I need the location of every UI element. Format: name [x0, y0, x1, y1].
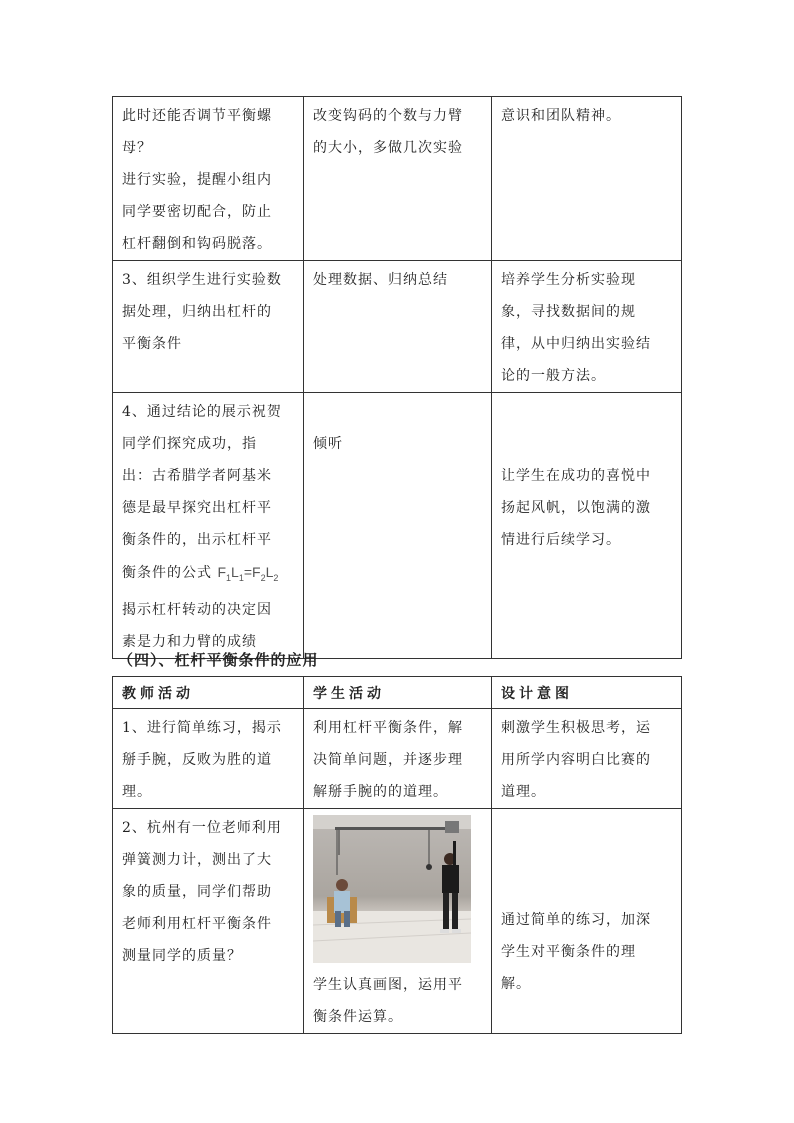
application-table	[112, 676, 682, 1034]
header-design-intent: 设计意图	[492, 677, 682, 709]
student-activity-cell: 倾听	[304, 393, 492, 659]
table-row	[113, 261, 682, 393]
student-activity-cell: 改变钩码的个数与力臂 的大小，多做几次实验	[304, 97, 492, 261]
design-intent-cell: 通过简单的练习，加深 学生对平衡条件的理 解。	[492, 809, 682, 1034]
student-activity-cell: 处理数据、归纳总结	[304, 261, 492, 393]
lever-experiment-photo	[313, 815, 471, 963]
table-header-row	[113, 677, 682, 709]
teacher-activity-cell: 此时还能否调节平衡螺 母？ 进行实验，提醒小组内 同学要密切配合，防止 杠杆翻倒和钩码脱落。	[113, 97, 304, 261]
student-activity-cell: 学生认真画图，运用平 衡条件运算。	[304, 809, 492, 1034]
design-intent-cell: 意识和团队精神。	[492, 97, 682, 261]
table-row	[113, 709, 682, 809]
design-intent-cell: 刺激学生积极思考，运 用所学内容明白比赛的 道理。	[492, 709, 682, 809]
table-row	[113, 809, 682, 1034]
teacher-activity-cell: 1、进行简单练习，揭示 掰手腕，反败为胜的道 理。	[113, 709, 304, 809]
lesson-table-continued	[112, 96, 682, 659]
section-title: （四）、杠杆平衡条件的应用	[118, 651, 319, 669]
classroom-photo-illustration	[313, 815, 471, 963]
teacher-activity-cell: 2、杭州有一位老师利用 弹簧测力计，测出了大 象的质量，同学们帮助 老师利用杠杆平衡条件 测量同学的质量？	[113, 809, 304, 1034]
design-intent-cell: 培养学生分析实验现 象，寻找数据间的规 律，从中归纳出实验结 论的一般方法。	[492, 261, 682, 393]
lever-formula: $F_1L_1=F_2L_2$	[217, 564, 279, 583]
table-row	[113, 97, 682, 261]
teacher-activity-cell: 4、通过结论的展示祝贺 同学们探究成功，指 出：古希腊学者阿基米 德是最早探究出杠杆平 衡条件的，出示杠杆平 衡条件的公式 $F_1L_1=F_2L_2$ 揭示杠杆转动的决定因 素是力和力臂的成绩	[113, 393, 304, 659]
header-teacher-activity: 教师活动	[113, 677, 304, 709]
header-student-activity: 学生活动	[304, 677, 492, 709]
teacher-activity-cell: 3、组织学生进行实验数 据处理，归纳出杠杆的 平衡条件	[113, 261, 304, 393]
table-row	[113, 393, 682, 659]
student-activity-cell: 利用杠杆平衡条件，解 决简单问题，并逐步理 解掰手腕的的道理。	[304, 709, 492, 809]
design-intent-cell: 让学生在成功的喜悦中 扬起风帆，以饱满的激 情进行后续学习。	[492, 393, 682, 659]
